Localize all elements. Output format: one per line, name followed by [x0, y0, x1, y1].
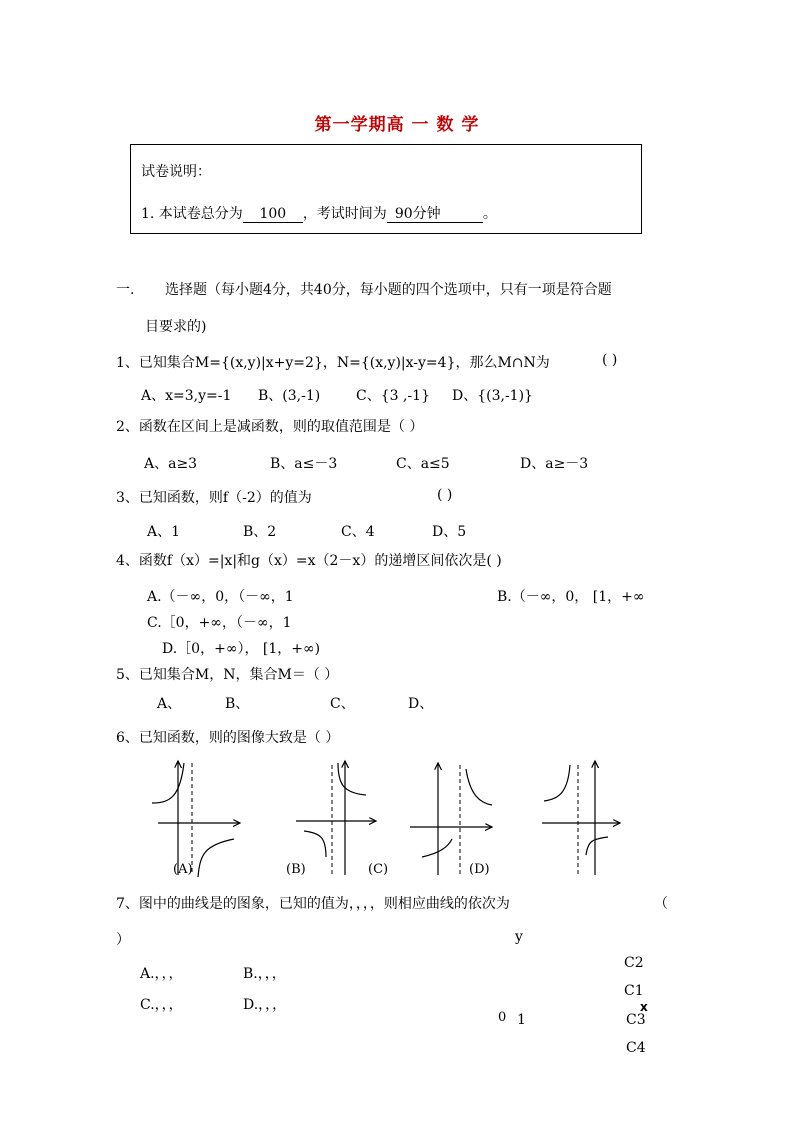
q4-option-d: D.［0，+∞）， [1，+∞)	[162, 641, 321, 657]
q3-option-d: D、5	[432, 524, 467, 540]
notes-line1-mid: ，考试时间为	[302, 206, 387, 222]
total-score: 100	[243, 206, 303, 223]
q1-option-b: B、(3,-1)	[258, 388, 321, 404]
q4-stem: 4、函数f（x）=|x|和g（x）=x（2－x）的递增区间依次是( )	[116, 553, 502, 569]
q7-paren-open: （	[654, 896, 668, 912]
q3-answer-paren: ( )	[437, 487, 453, 503]
q7-one-label: 1	[517, 1012, 526, 1028]
q1-answer-paren: ( )	[602, 352, 618, 368]
q5-option-c: C、	[330, 696, 355, 712]
notes-heading: 试卷说明：	[141, 164, 211, 180]
q1-stem: 1、已知集合M={(x,y)|x+y=2}，N={(x,y)|x-y=4}，那么M∩N为	[116, 355, 550, 371]
q6-graph-b	[296, 761, 376, 875]
section-number: 一.	[116, 282, 135, 298]
notes-line1-prefix: 1. 本试卷总分为	[141, 206, 243, 222]
q2-option-a: A、a≥3	[144, 456, 198, 472]
q1-option-a: A、x=3,y=-1	[141, 388, 232, 404]
q7-curve-label-c3: C3	[626, 1012, 646, 1028]
q7-option-d: D.，，，	[243, 997, 287, 1013]
q6-graph-a	[152, 761, 240, 877]
q3-stem: 3、已知函数，则f（-2）的值为	[116, 490, 312, 506]
q7-option-a: A.，，，	[140, 966, 183, 982]
notes-line-1	[141, 203, 497, 223]
q6-label-a: (A)	[173, 862, 193, 877]
q7-option-c: C.，，，	[140, 997, 183, 1013]
q7-origin-label: 0	[498, 1010, 507, 1025]
exam-notes-box	[130, 144, 642, 234]
q6-stem: 6、已知函数，则的图像大致是（ ）	[116, 730, 340, 746]
q6-graph-d	[542, 761, 620, 875]
q5-option-a: A、	[157, 696, 182, 712]
exam-duration: 90分钟	[387, 206, 483, 223]
q2-option-d: D、a≥－3	[520, 456, 589, 472]
q5-stem: 5、已知集合M，N，集合M＝（ ）	[116, 667, 339, 683]
q7-stem: 7、图中的曲线是的图象，已知的值为，，，，则相应曲线的依次为	[116, 896, 510, 912]
q7-curve-label-c1: C1	[624, 983, 644, 999]
q3-option-c: C、4	[341, 524, 375, 540]
section-heading-cont: 目要求的)	[145, 319, 207, 335]
q6-graph-c	[410, 763, 492, 875]
q7-option-b: B.，，，	[243, 966, 286, 982]
q7-curve-label-c4: C4	[626, 1040, 646, 1056]
section-heading: 选择题（每小题4分，共40分，每小题的四个选项中，只有一项是符合题	[165, 282, 612, 298]
q2-option-c: C、a≤5	[396, 456, 450, 472]
q6-label-d: (D)	[469, 862, 490, 877]
q3-option-b: B、2	[243, 524, 277, 540]
q1-option-c: C、{3 ,-1}	[356, 388, 430, 404]
q4-option-c: C.［0，+∞，（－∞，1	[147, 615, 292, 631]
q4-option-b: B.（－∞，0， [1，+∞	[497, 589, 645, 605]
q5-option-d: D、	[408, 696, 434, 712]
q5-option-b: B、	[225, 696, 250, 712]
q7-paren-close: ）	[116, 932, 130, 948]
q4-option-a: A.（－∞，0，（－∞，1	[147, 589, 294, 605]
q2-option-b: B、a≤－3	[270, 456, 338, 472]
q2-stem: 2、函数在区间上是减函数，则的取值范围是（ ）	[116, 419, 424, 435]
q6-label-b: (B)	[286, 862, 306, 877]
q7-curve-label-c2: C2	[624, 955, 644, 971]
q7-axis-y-label: y	[515, 929, 523, 945]
q6-graph-options	[140, 755, 660, 885]
page-title: 第一学期高 一 数 学	[314, 115, 480, 135]
q6-label-c: (C)	[368, 862, 389, 877]
q7-axis-x-label: x	[640, 1000, 648, 1014]
q3-option-a: A、1	[147, 524, 181, 540]
q1-option-d: D、{(3,-1)}	[452, 388, 533, 404]
notes-line1-end: 。	[482, 206, 497, 222]
